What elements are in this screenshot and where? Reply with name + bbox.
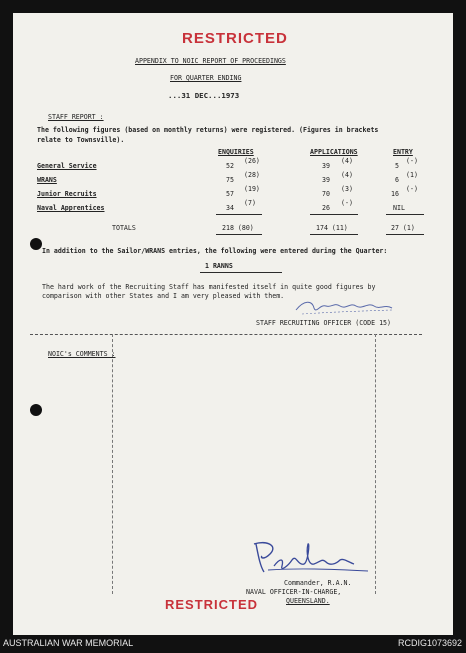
punch-hole-top [30, 238, 42, 250]
comment-line-1: The hard work of the Recruiting Staff has manifested itself in quite good figures by [42, 283, 376, 291]
totals-enquiries: 218 (80) [222, 224, 254, 232]
applications-value: 26 [322, 204, 330, 212]
totals-rule-entry [386, 214, 424, 215]
applications-bracket: (4) [341, 157, 353, 165]
totals-label: TOTALS [112, 224, 136, 232]
staff-report-intro-1: The following figures (based on monthly returns) were registered. (Figures in brackets [37, 126, 379, 134]
entry-bracket: (-) [406, 157, 418, 165]
enquiries-bracket: (28) [244, 171, 260, 179]
column-enquiries: ENQUIRIES [218, 148, 254, 156]
noic-comments-heading: NOIC's COMMENTS : [48, 350, 116, 358]
addition-underline [200, 272, 282, 273]
enquiries-value: 52 [226, 162, 234, 170]
commander-title: NAVAL OFFICER-IN-CHARGE, [246, 588, 342, 596]
staff-report-intro-2: relate to Townsville). [37, 136, 125, 144]
row-label: Naval Apprentices [37, 204, 105, 212]
entry-value: NIL [393, 204, 405, 212]
applications-bracket: (4) [341, 171, 353, 179]
comment-line-2: comparison with other States and I am very pleased with them. [42, 292, 285, 300]
row-label: General Service [37, 162, 97, 170]
entry-value: 6 [395, 176, 399, 184]
commander-region: QUEENSLAND. [286, 597, 330, 605]
row-label: Junior Recruits [37, 190, 97, 198]
addition-text: In addition to the Sailor/WRANS entries, the following were entered during the Quarter: [42, 247, 388, 255]
enquiries-bracket: (19) [244, 185, 260, 193]
totals-rule-applications [310, 214, 358, 215]
applications-bracket: (-) [341, 199, 353, 207]
entry-value: 16 [391, 190, 399, 198]
applications-value: 39 [322, 176, 330, 184]
quarter-date: ...31 DEC...1973 [168, 91, 240, 100]
column-divider-left [112, 334, 113, 594]
staff-signature [292, 294, 412, 318]
applications-bracket: (3) [341, 185, 353, 193]
staff-report-heading: STAFF REPORT : [48, 113, 104, 121]
commander-rank: Commander, R.A.N. [284, 579, 352, 587]
column-entry: ENTRY [393, 148, 413, 156]
enquiries-bracket: (7) [244, 199, 256, 207]
commander-signature [248, 536, 378, 580]
addition-value: 1 RANNS [205, 262, 233, 270]
enquiries-value: 34 [226, 204, 234, 212]
staff-recruiting-officer: STAFF RECRUITING OFFICER (CODE 15) [256, 319, 391, 327]
applications-value: 70 [322, 190, 330, 198]
entry-value: 5 [395, 162, 399, 170]
punch-hole-bottom [30, 404, 42, 416]
totals-applications: 174 (11) [316, 224, 348, 232]
appendix-title: APPENDIX TO NOIC REPORT OF PROCEEDINGS [135, 57, 286, 65]
entry-bracket: (-) [406, 185, 418, 193]
column-applications: APPLICATIONS [310, 148, 358, 156]
entry-bracket: (1) [406, 171, 418, 179]
applications-value: 39 [322, 162, 330, 170]
totals-underline-entry [386, 234, 424, 235]
enquiries-value: 57 [226, 190, 234, 198]
section-divider [30, 334, 422, 335]
quarter-label: FOR QUARTER ENDING [170, 74, 242, 82]
footer-id: RCDIG1073692 [397, 638, 462, 648]
footer-source: AUSTRALIAN WAR MEMORIAL [3, 638, 134, 648]
totals-entry: 27 (1) [391, 224, 415, 232]
totals-rule-enquiries [216, 214, 262, 215]
row-label: WRANS [37, 176, 57, 184]
restricted-stamp-top: RESTRICTED [182, 30, 288, 47]
totals-underline-enquiries [216, 234, 262, 235]
totals-underline-applications [310, 234, 358, 235]
enquiries-value: 75 [226, 176, 234, 184]
restricted-stamp-bottom: RESTRICTED [165, 597, 259, 612]
enquiries-bracket: (26) [244, 157, 260, 165]
